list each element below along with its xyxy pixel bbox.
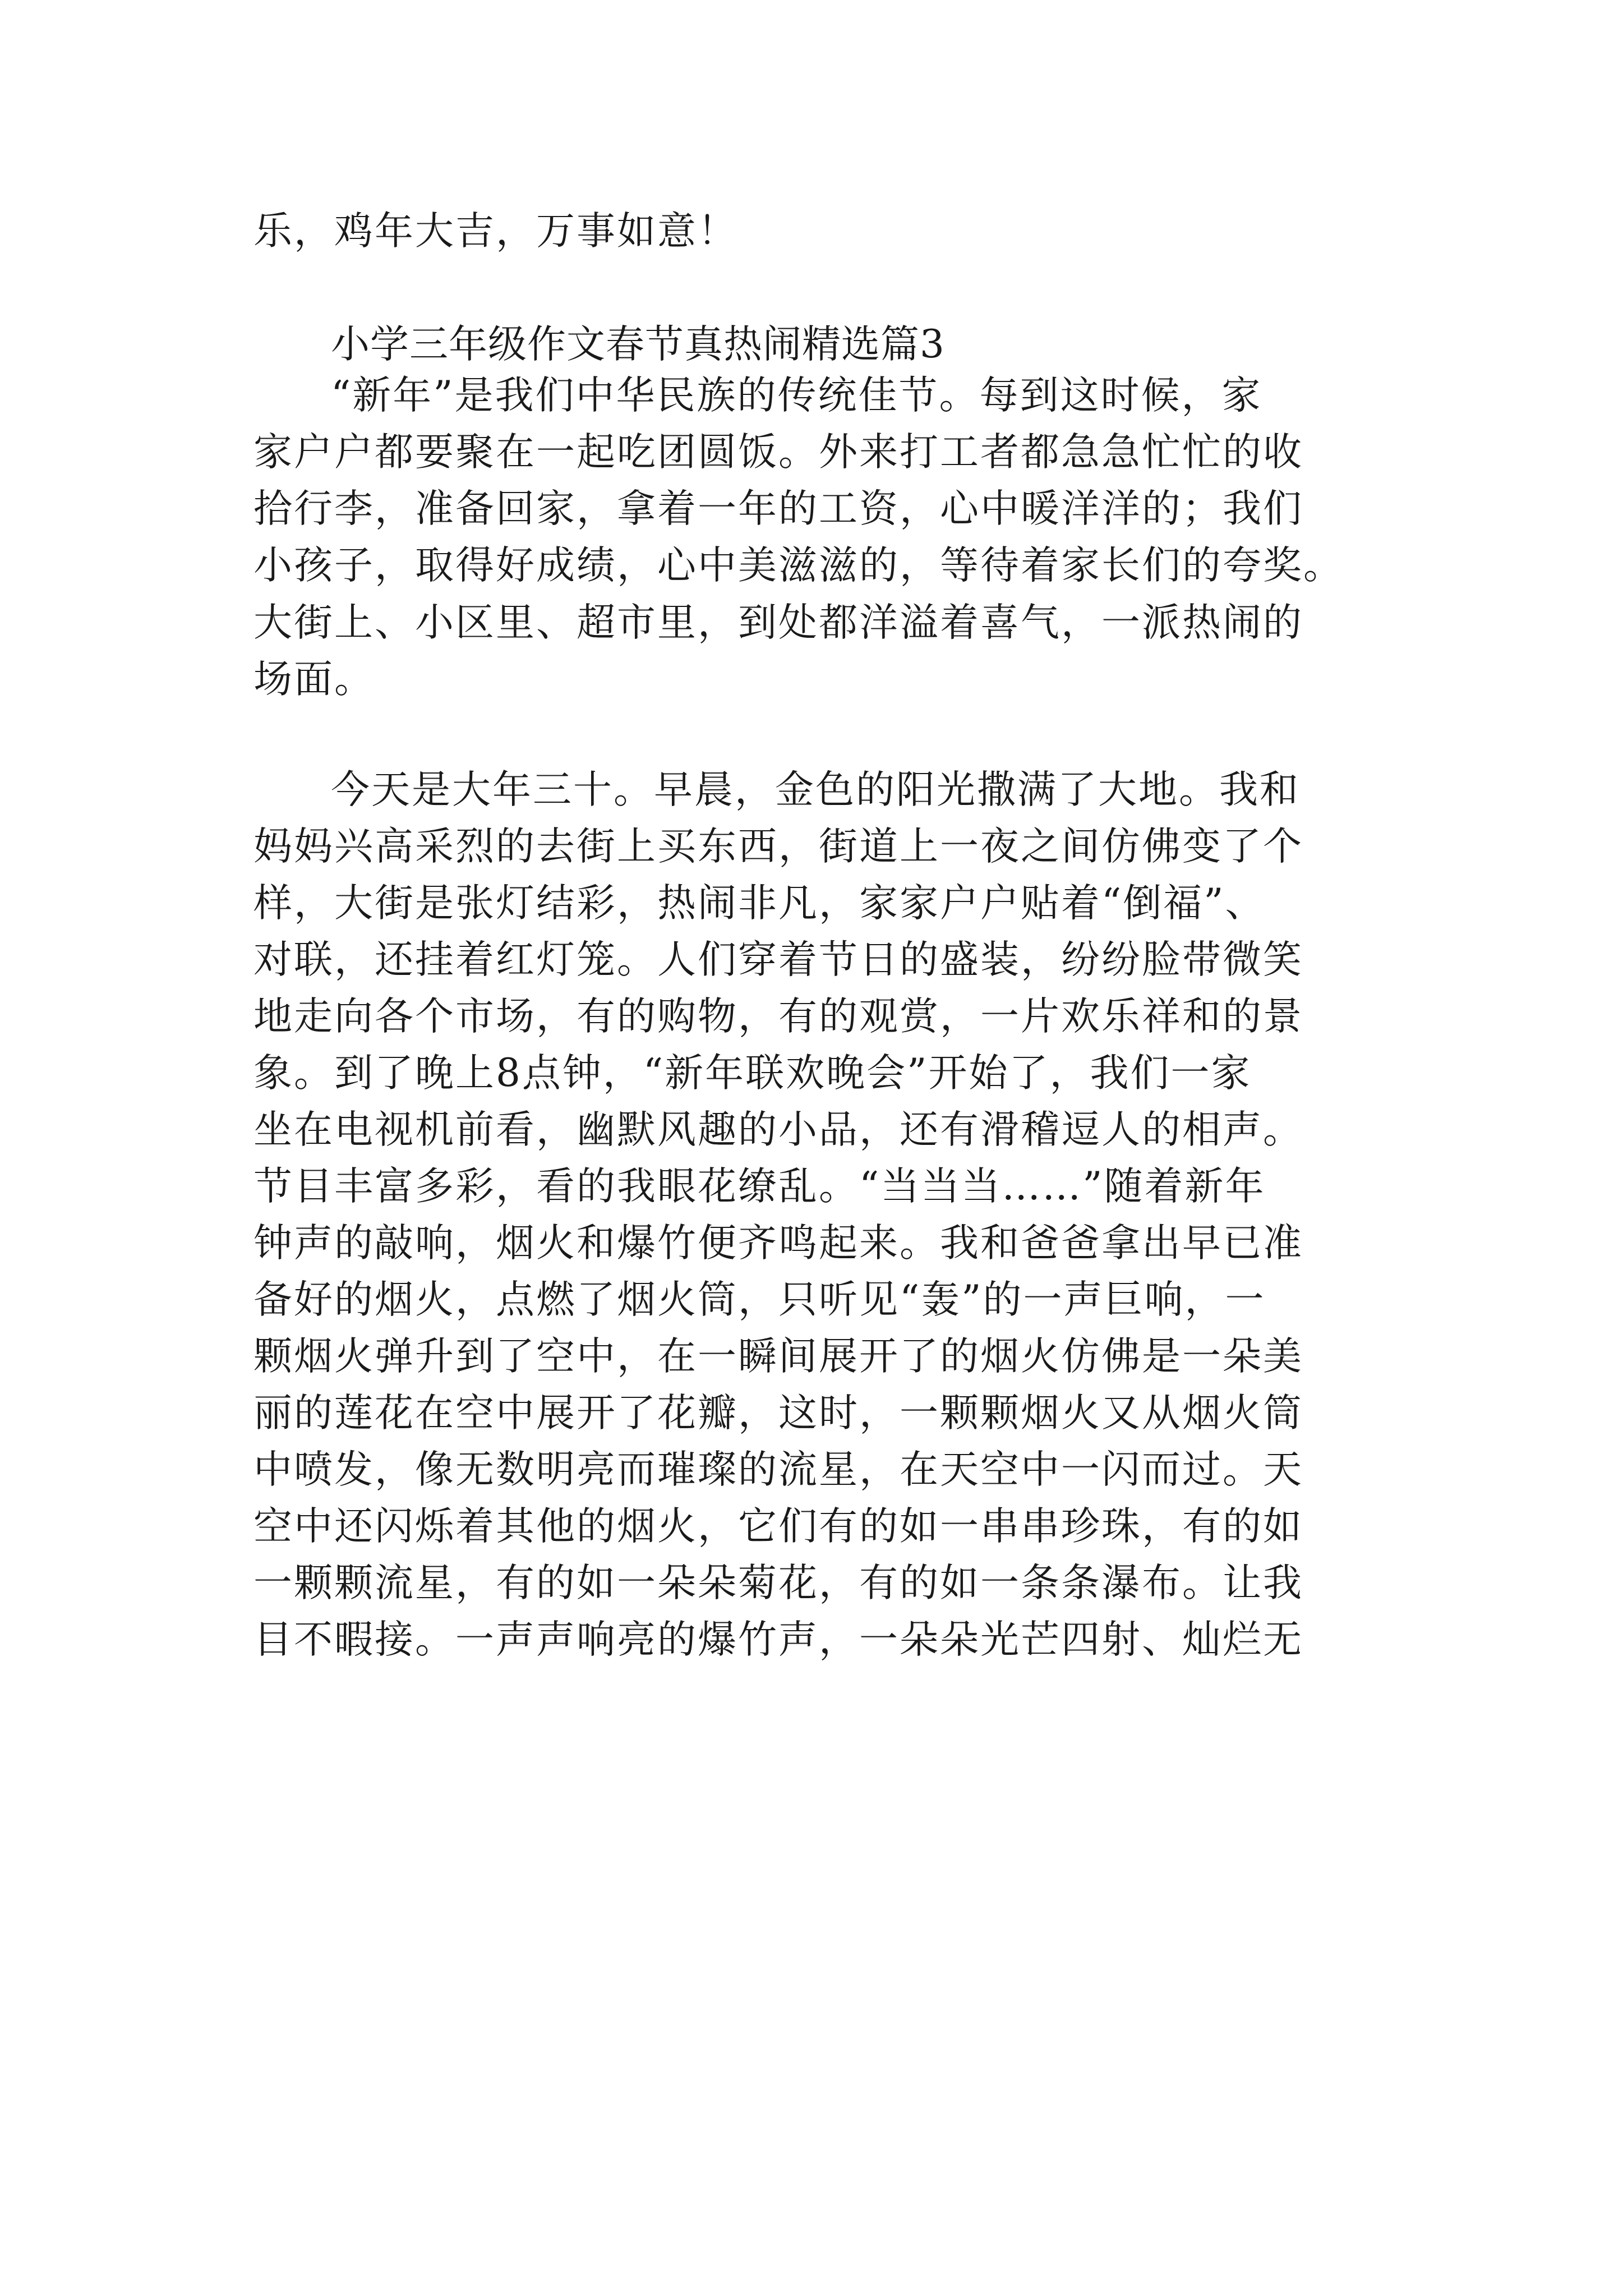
paragraph-line: 象。到了晚上8点钟，“新年联欢晚会”开始了，我们一家: [253, 1051, 1252, 1096]
paragraph-line: 大街上、小区里、超市里，到处都洋溢着喜气，一派热闹的: [253, 600, 1303, 645]
paragraph-line: 备好的烟火，点燃了烟火筒，只听见“轰”的一声巨响，一: [253, 1277, 1266, 1322]
paragraph-line: 家户户都要聚在一起吃团圆饭。外来打工者都急急忙忙的收: [253, 430, 1303, 475]
paragraph-line: 拾行李，准备回家，拿着一年的工资，心中暖洋洋的；我们: [253, 486, 1303, 531]
paragraph-line: 坐在电视机前看，幽默风趣的小品，还有滑稽逗人的相声。: [253, 1107, 1303, 1152]
paragraph-line: 空中还闪烁着其他的烟火，它们有的如一串串珍珠，有的如: [253, 1504, 1303, 1549]
paragraph-line: 钟声的敲响，烟火和爆竹便齐鸣起来。我和爸爸拿出早已准: [253, 1221, 1303, 1266]
paragraph-line: 节目丰富多彩，看的我眼花缭乱。“当当当……”随着新年: [253, 1164, 1266, 1209]
paragraph-line: 中喷发，像无数明亮而璀璨的流星，在天空中一闪而过。天: [253, 1447, 1303, 1492]
paragraph-line: 妈妈兴高采烈的去街上买东西，街道上一夜之间仿佛变了个: [253, 824, 1303, 869]
paragraph-line: 目不暇接。一声声响亮的爆竹声，一朵朵光芒四射、灿烂无: [253, 1617, 1303, 1662]
paragraph-line: 样，大街是张灯结彩，热闹非凡，家家户户贴着“倒福”、: [253, 881, 1266, 926]
paragraph-line: 今天是大年三十。早晨，金色的阳光撒满了大地。我和: [331, 767, 1300, 812]
paragraph-line: 颗烟火弹升到了空中，在一瞬间展开了的烟火仿佛是一朵美: [253, 1334, 1303, 1379]
paragraph-line: 对联，还挂着红灯笼。人们穿着节日的盛装，纷纷脸带微笑: [253, 937, 1303, 982]
section-title: 小学三年级作文春节真热闹精选篇3: [331, 322, 945, 367]
text-line: 乐，鸡年大吉，万事如意！: [253, 209, 738, 254]
paragraph-line: 场面。: [253, 657, 375, 702]
paragraph-line: 一颗颗流星，有的如一朵朵菊花，有的如一条条瀑布。让我: [253, 1561, 1303, 1605]
paragraph-line: “新年”是我们中华民族的传统佳节。每到这时候，家: [331, 373, 1262, 418]
paragraph-line: 丽的莲花在空中展开了花瓣，这时，一颗颗烟火又从烟火筒: [253, 1391, 1303, 1435]
paragraph-line: 地走向各个市场，有的购物，有的观赏，一片欢乐祥和的景: [253, 994, 1303, 1039]
paragraph-line: 小孩子，取得好成绩，心中美滋滋的，等待着家长们的夸奖。: [253, 543, 1344, 588]
